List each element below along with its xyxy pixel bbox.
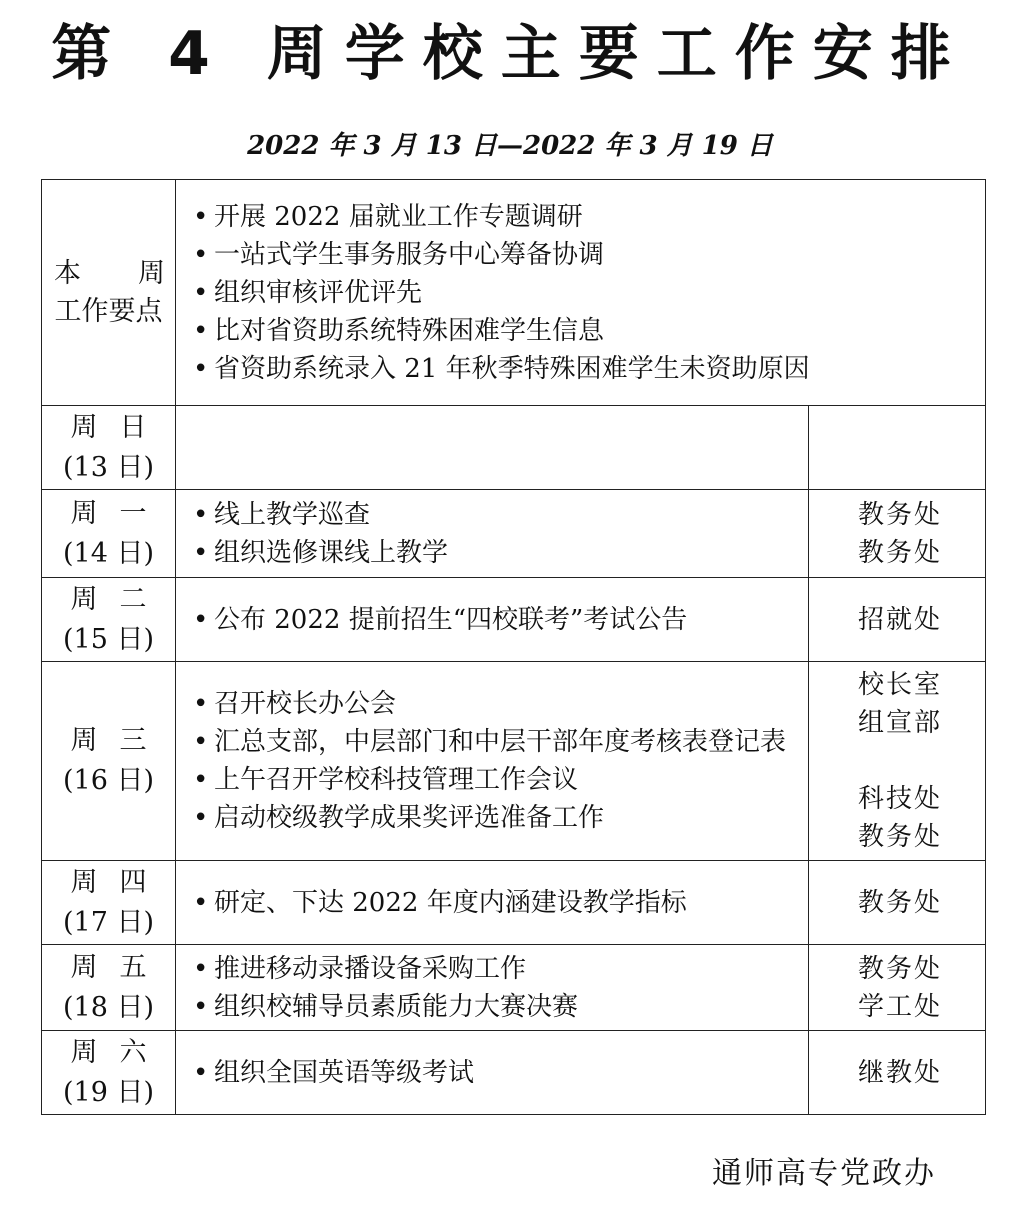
day-label: 周六 (19 日) [42,1031,176,1115]
dept-label: 科技处 [857,784,942,814]
table-row [42,490,986,578]
day-depts [809,945,986,1031]
dept-label: 学工处 [857,991,942,1022]
issuer-signature: 通师高专党政办 [712,1156,936,1191]
dept-spacer [809,742,985,780]
list-item: • 线上教学巡查 [193,499,371,530]
table-row [42,1031,986,1115]
day-depts [809,1031,986,1115]
list-item: • 召开校长办公会 [193,689,397,719]
dept-label: 继教处 [857,1057,942,1088]
dept-label: 教务处 [857,822,942,852]
day-tasks [176,861,809,945]
list-item: • 推进移动录播设备采购工作 [193,953,527,984]
day-label: 周三 (16 日) [42,662,176,861]
dept-label: 组宣部 [857,708,942,738]
list-item: • 组织校辅导员素质能力大赛决赛 [193,991,579,1022]
day-label: 周五 (18 日) [42,945,176,1031]
list-item: • 一站式学生事务服务中心筹备协调 [193,239,605,270]
day-label: 周二 (15 日) [42,578,176,662]
list-item: • 公布 2022 提前招生“四校联考”考试公告 [193,604,688,635]
list-item: • 组织选修课线上教学 [193,537,449,568]
table-row [42,578,986,662]
list-item: • 上午召开学校科技管理工作会议 [193,765,579,795]
list-item: • 省资助系统录入 21 年秋季特殊困难学生未资助原因 [193,353,810,384]
table-row [42,945,986,1031]
day-tasks [176,1031,809,1115]
table-row [42,662,986,861]
day-tasks [176,945,809,1031]
dept-label: 教务处 [857,499,942,530]
day-label: 周日 (13 日) [42,406,176,490]
day-tasks [176,406,809,490]
dept-label: 教务处 [857,953,942,984]
table-row [42,406,986,490]
day-tasks [176,578,809,662]
list-item: • 汇总支部，中层部门和中层干部年度考核表登记表 [193,727,787,757]
day-label: 周四 (17 日) [42,861,176,945]
dept-label: 教务处 [857,887,942,918]
day-tasks [176,662,809,861]
day-depts [809,861,986,945]
list-item: • 比对省资助系统特殊困难学生信息 [193,315,605,346]
table-row [42,861,986,945]
week-focus-label: 本 周 工作要点 [42,180,176,406]
list-item: • 组织审核评优评先 [193,277,423,308]
week-focus-items [176,180,986,406]
list-item: • 启动校级教学成果奖评选准备工作 [193,803,605,833]
list-item: • 组织全国英语等级考试 [193,1057,475,1088]
day-depts [809,406,986,490]
dept-label: 校长室 [857,670,942,700]
day-depts [809,490,986,578]
list-item: • 开展 2022 届就业工作专题调研 [193,201,583,232]
schedule-table [41,179,986,1115]
list-item: • 研定、下达 2022 年度内涵建设教学指标 [193,887,687,918]
date-range: 2022 年 3 月 13 日—2022 年 3 月 19 日 [247,131,773,161]
dept-label: 招就处 [857,604,942,635]
day-depts [809,662,986,861]
page-title: 第 4 周学校主要工作安排 [51,19,969,89]
week-focus-row [42,180,986,406]
day-label: 周一 (14 日) [42,490,176,578]
day-tasks [176,490,809,578]
day-depts [809,578,986,662]
dept-label: 教务处 [857,537,942,568]
